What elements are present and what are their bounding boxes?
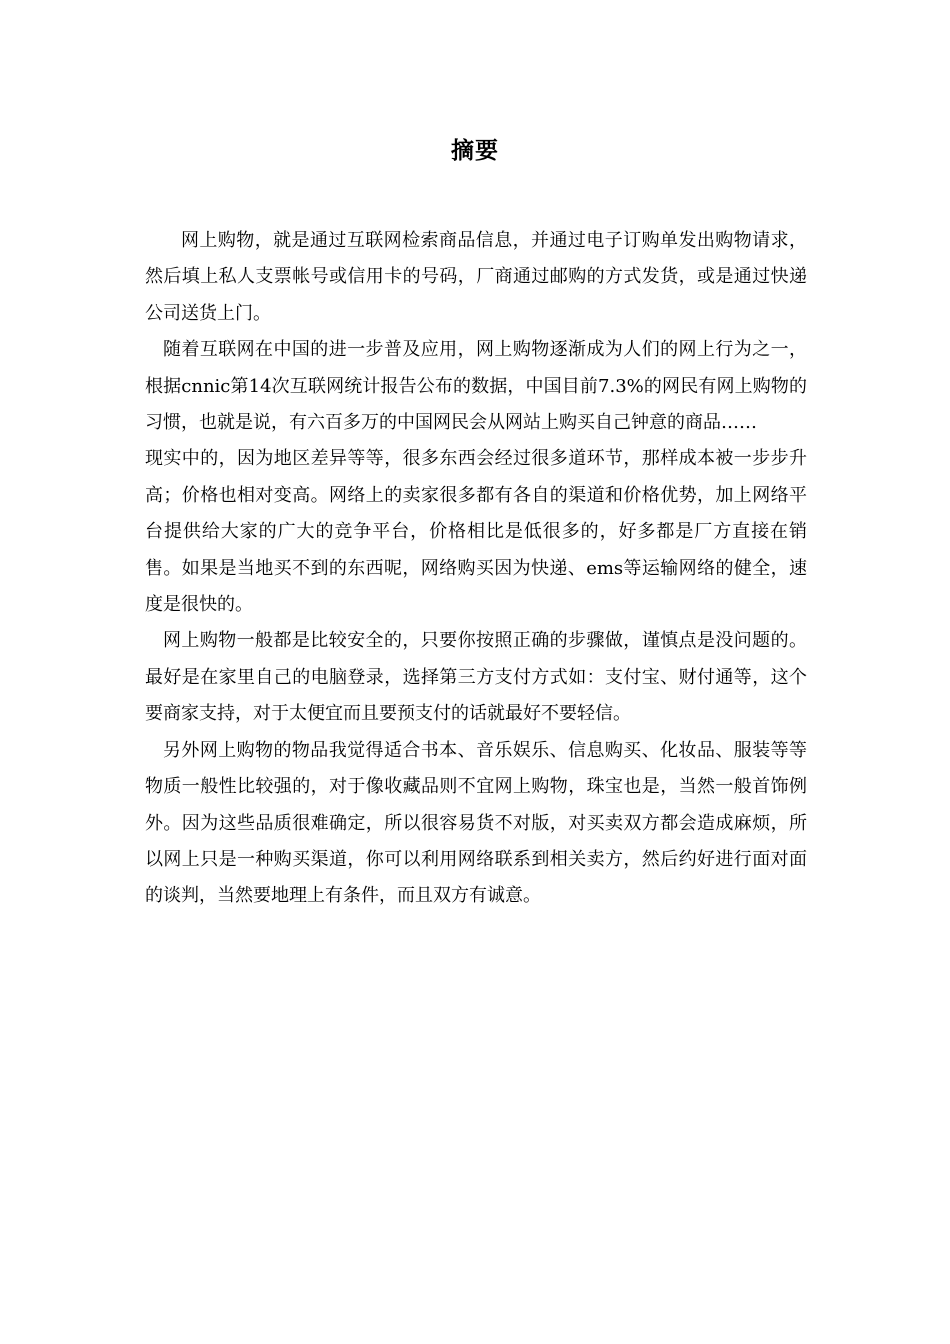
- paragraph-4: 网上购物一般都是比较安全的，只要你按照正确的步骤做，谨慎点是没问题的。最好是在家里自己的电脑登录，选择第三方支付方式如：支付宝、财付通等，这个要商家支持，对于太便宜而且要预支付的话就最好不要轻信。: [145, 630, 807, 725]
- paragraph-2: 随着互联网在中国的进一步普及应用，网上购物逐渐成为人们的网上行为之一，根据cnnic第14次互联网统计报告公布的数据，中国目前7.3%的网民有网上购物的习惯，也就是说，有六百多万的中国网民会从网站上购买自己钟意的商品……: [145, 339, 807, 434]
- paragraph-5: 另外网上购物的物品我觉得适合书本、音乐娱乐、信息购买、化妆品、服装等等物质一般性比较强的，对于像收藏品则不宜网上购物，珠宝也是，当然一般首饰例外。因为这些品质很难确定，所以很容易货不对版，对买卖双方都会造成麻烦，所以网上只是一种购买渠道，你可以利用网络联系到相关卖方，然后约好进行面对面的谈判，当然要地理上有条件，而且双方有诚意。: [145, 739, 807, 907]
- abstract-body: [145, 223, 807, 915]
- page-title: 摘要: [451, 138, 499, 164]
- paragraph-1: 网上购物，就是通过互联网检索商品信息，并通过电子订购单发出购物请求，然后填上私人支票帐号或信用卡的号码，厂商通过邮购的方式发货，或是通过快递公司送货上门。: [145, 230, 807, 324]
- paragraph-3: 现实中的，因为地区差异等等，很多东西会经过很多道环节，那样成本被一步步升高；价格也相对变高。网络上的卖家很多都有各自的渠道和价格优势，加上网络平台提供给大家的广大的竞争平台，价格相比是低很多的，好多都是厂方直接在销售。如果是当地买不到的东西呢，网络购买因为快递、ems等运输网络的健全，速度是很快的。: [145, 448, 807, 616]
